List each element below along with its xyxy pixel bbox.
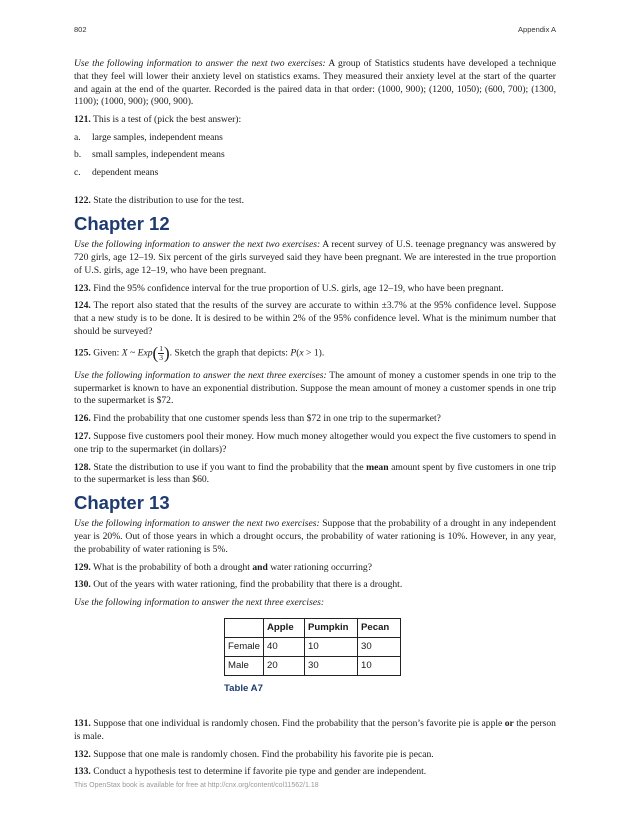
chapter-12-intro: Use the following information to answer the next two exercises: A recent survey of U.S. teenage pregnancy was answered by 720 girls, age 12–19. Six percent of the girls surveyed said they have been pregnant. We are interested in the true proportion of U.S. girls, age 12–19, who have been pregnant.: [74, 239, 556, 276]
exercise-131: 131. Suppose that one individual is randomly chosen. Find the probability that the person’s favorite pie is apple or the person is male.: [74, 717, 556, 742]
exercise-intro: Use the following information to answer the next two exercises: A group of Statistics students have developed a technique that they feel will lower their anxiety level on statistics exams. They measured their anxiety level at the start of the quarter and again at the end of the quarter. Recorded is the paired data in that order: (1000, 900); (1200, 1050); (600, 700); (1300, 1100); (1000, 900); (900, 900).: [74, 58, 556, 108]
table-row: [225, 637, 401, 656]
table-cell: 10: [305, 637, 358, 656]
table-cell: 10: [358, 656, 401, 675]
fraction: $\frac{1}{3}$: [159, 343, 163, 362]
exercise-123: 123. Find the 95% confidence interval for the true proportion of U.S. girls, age 12–19, who have been pregnant.: [74, 282, 504, 294]
table-cell: 20: [264, 656, 305, 675]
exercise-124: 124. The report also stated that the results of the survey are accurate to within ±3.7% at the 95% confidence level. Suppose that a new study is to be done. It is desired to be within 2% of the 95% confidence level. What is the minimum number that should be surveyed?: [74, 300, 556, 337]
running-header: Appendix A: [518, 25, 556, 34]
chapter-13-heading: Chapter 13: [74, 492, 170, 514]
exercise-130: 130. Out of the years with water rationing, find the probability that there is a drought.: [74, 579, 403, 591]
chapter-13-intro-2: Use the following information to answer the next three exercises:: [74, 597, 325, 609]
exercise-132: 132. Suppose that one male is randomly chosen. Find the probability his favorite pie is pecan.: [74, 748, 434, 760]
table-corner-cell: [225, 618, 264, 637]
exercise-126: 126. Find the probability that one customer spends less than $72 in one trip to the supermarket?: [74, 413, 441, 425]
option-c: c. dependent means: [74, 166, 159, 178]
table-header-cell: Pumpkin: [305, 618, 358, 637]
exercise-128: 128. State the distribution to use if you want to find the probability that the mean amount spent by five customers in one trip to the supermarket is less than $60.: [74, 461, 556, 486]
chapter-13-intro: Use the following information to answer the next two exercises: Suppose that the probability of a drought in any independent year is 20%. Out of those years in which a drought occurs, the probability of water rationing is 10%. However, in any year, the probability of water rationing is 5%.: [74, 518, 556, 555]
chapter-12-heading: Chapter 12: [74, 213, 170, 235]
exercise-133: 133. Conduct a hypothesis test to determine if favorite pie type and gender are independent.: [74, 766, 427, 778]
table-row-label: Male: [225, 656, 264, 675]
exercise-125: 125. Given: X ~ Exp( $\frac{1}{3}$ ). Sketch the graph that depicts: P(x > 1).: [74, 343, 325, 363]
page-footer: This OpenStax book is available for free at http://cnx.org/content/col11562/1.18: [74, 782, 319, 789]
table-cell: 40: [264, 637, 305, 656]
answer-options: [74, 132, 556, 179]
table-cell: 30: [305, 656, 358, 675]
table-row-label: Female: [225, 637, 264, 656]
exercise-127: 127. Suppose five customers pool their money. How much money altogether would you expect the five customers to spend in one trip to the supermarket (in dollars)?: [74, 430, 556, 455]
table-header-cell: Apple: [264, 618, 305, 637]
table-header-cell: Pecan: [358, 618, 401, 637]
table-row: [225, 656, 401, 675]
option-a: a. large samples, independent means: [74, 131, 223, 143]
pie-preference-table: [224, 618, 401, 676]
chapter-12-intro-2: Use the following information to answer the next three exercises: The amount of money a customer spends in one trip to the supermarket is known to have an exponential distribution. Suppose the mean amount of money a customer spends in one trip to the supermarket is $72.: [74, 369, 557, 407]
table-header-row: [225, 618, 401, 637]
table-cell: 30: [358, 637, 401, 656]
table-caption: Table A7: [224, 682, 263, 694]
page-number: 802: [74, 25, 87, 34]
page-content: [74, 58, 556, 784]
option-b: b. small samples, independent means: [74, 149, 225, 161]
exercise-122: 122. State the distribution to use for the test.: [74, 195, 245, 207]
exercise-129: 129. What is the probability of both a drought and water rationing occurring?: [74, 561, 372, 573]
exercise-121: 121. This is a test of (pick the best answer):: [74, 114, 242, 126]
